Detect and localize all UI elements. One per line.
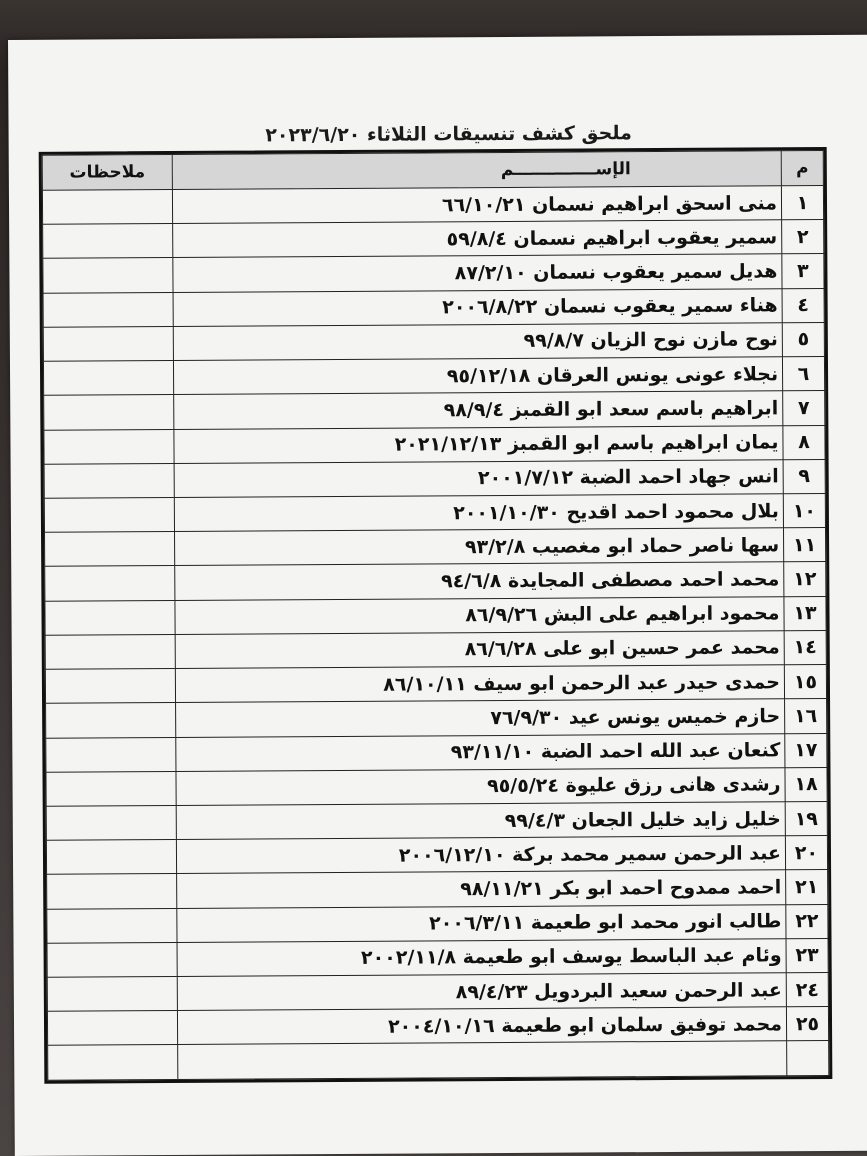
table-row [45, 665, 826, 704]
table-row [44, 425, 825, 464]
row-name: هديل سمير يعقوب نسمان ٨٧/٢/١٠ [173, 254, 782, 292]
table-row [43, 288, 824, 327]
row-notes [45, 532, 175, 567]
row-number: ٧ [783, 391, 825, 425]
table-row [46, 801, 827, 840]
row-notes [43, 361, 173, 396]
table-row [47, 904, 828, 943]
names-table [42, 150, 830, 1081]
row-name: كنعان عبد الله احمد الضبة ٩٣/١١/١٠ [176, 733, 785, 771]
row-notes [46, 805, 176, 840]
row-name: يمان ابراهيم باسم ابو القمبز ٢٠٢١/١٢/١٣ [174, 425, 783, 463]
table-header-row [42, 151, 823, 191]
row-name: بلال محمود احمد اقديح ٢٠٠١/١٠/٣٠ [174, 494, 783, 532]
row-number: ١٣ [784, 596, 826, 630]
table-row [44, 459, 825, 498]
row-number: ٨ [783, 425, 825, 459]
table-row [46, 767, 827, 806]
table-row [44, 391, 825, 430]
row-notes [45, 566, 175, 601]
table-row [47, 1007, 828, 1046]
row-number: ٢٣ [786, 938, 828, 972]
row-number: ١٨ [785, 767, 827, 801]
row-notes [42, 189, 172, 224]
row-notes [43, 258, 173, 293]
row-number: ١٩ [785, 801, 827, 835]
row-number: ٢ [782, 220, 824, 254]
row-number: ٢٢ [786, 904, 828, 938]
row-name: محمود ابراهيم على البش ٨٦/٩/٢٦ [175, 596, 784, 634]
row-notes [47, 977, 177, 1012]
row-notes [47, 874, 177, 909]
row-notes [43, 326, 173, 361]
row-notes [44, 395, 174, 430]
row-number: ٥ [782, 322, 824, 356]
row-name: حمدى حيدر عبد الرحمن ابو سيف ٨٦/١٠/١١ [175, 665, 784, 703]
table-row [46, 836, 827, 875]
list-table-frame [39, 147, 833, 1084]
row-name: سها ناصر حماد ابو مغصيب ٩٣/٢/٨ [175, 528, 784, 566]
row-name: رشدى هانى رزق عليوة ٩٥/٥/٢٤ [176, 767, 785, 805]
row-number: ٢٥ [786, 1007, 828, 1041]
table-row [43, 322, 824, 361]
row-name: منى اسحق ابراهيم نسمان ٦٦/١٠/٢١ [172, 186, 781, 224]
row-notes [46, 840, 176, 875]
row-notes [44, 429, 174, 464]
row-number: ٤ [782, 288, 824, 322]
row-name: محمد توفيق سلمان ابو طعيمة ٢٠٠٤/١٠/١٦ [177, 1007, 786, 1045]
row-name: عبد الرحمن سعيد البردويل ٨٩/٤/٢٣ [177, 973, 786, 1011]
row-name: محمد عمر حسين ابو على ٨٦/٦/٢٨ [175, 631, 784, 669]
row-name: طالب انور محمد ابو طعيمة ٢٠٠٦/٣/١١ [177, 904, 786, 942]
row-notes [47, 1011, 177, 1046]
table-row [45, 630, 826, 669]
row-number: ١٠ [783, 493, 825, 527]
table-row [47, 870, 828, 909]
row-notes [45, 669, 175, 704]
row-number: ٢١ [786, 870, 828, 904]
table-row [43, 254, 824, 293]
row-number: ٩ [783, 459, 825, 493]
table-row [46, 733, 827, 772]
row-number: ١٦ [785, 699, 827, 733]
row-notes [46, 703, 176, 738]
table-row [44, 493, 825, 532]
header-notes: ملاحظات [42, 154, 172, 190]
row-name: محمد احمد مصطفى المجايدة ٩٤/٦/٨ [175, 562, 784, 600]
row-notes [46, 737, 176, 772]
row-notes [44, 463, 174, 498]
table-row [46, 699, 827, 738]
paper-sheet [8, 35, 867, 1156]
row-notes [48, 1045, 178, 1080]
row-number: ٦ [782, 357, 824, 391]
row-notes [47, 908, 177, 943]
row-number: ١ [781, 186, 823, 220]
row-notes [44, 497, 174, 532]
row-number: ٢٠ [785, 836, 827, 870]
header-name: الإســــــــــــــم [172, 151, 781, 190]
row-name: انس جهاد احمد الضبة ٢٠٠١/٧/١٢ [174, 460, 783, 498]
row-name: وئام عبد الباسط يوسف ابو طعيمة ٢٠٠٢/١١/٨ [177, 939, 786, 977]
row-name: سمير يعقوب ابراهيم نسمان ٥٩/٨/٤ [173, 220, 782, 258]
row-number: ٣ [782, 254, 824, 288]
row-notes [43, 224, 173, 259]
row-name: ابراهيم باسم سعد ابو القمبز ٩٨/٩/٤ [174, 391, 783, 429]
header-number: م [781, 151, 823, 186]
row-number [787, 1041, 829, 1076]
row-notes [45, 600, 175, 635]
table-row [42, 186, 823, 225]
table-row [47, 938, 828, 977]
table-row [47, 973, 828, 1012]
table-row [43, 357, 824, 396]
row-name [178, 1041, 787, 1079]
document-title: ملحق كشف تنسيقات الثلاثاء ٢٠٢٣/٦/٢٠ [265, 122, 632, 147]
table-row [43, 220, 824, 259]
row-name: حازم خميس يونس عيد ٧٦/٩/٣٠ [176, 699, 785, 737]
row-name: خليل زايد خليل الجعان ٩٩/٤/٣ [176, 802, 785, 840]
row-number: ١٢ [784, 562, 826, 596]
table-row [45, 528, 826, 567]
row-number: ١٤ [784, 630, 826, 664]
row-number: ١٧ [785, 733, 827, 767]
row-name: احمد ممدوح احمد ابو بكر ٩٨/١١/٢١ [177, 870, 786, 908]
row-notes [45, 634, 175, 669]
table-row-empty [48, 1041, 829, 1080]
row-number: ١١ [783, 528, 825, 562]
row-notes [46, 771, 176, 806]
row-name: نجلاء عونى يونس العرقان ٩٥/١٢/١٨ [173, 357, 782, 395]
row-number: ١٥ [784, 665, 826, 699]
row-notes [43, 292, 173, 327]
row-name: هناء سمير يعقوب نسمان ٢٠٠٦/٨/٢٢ [173, 288, 782, 326]
row-name: عبد الرحمن سمير محمد بركة ٢٠٠٦/١٢/١٠ [176, 836, 785, 874]
row-notes [47, 942, 177, 977]
row-name: نوح مازن نوح الزيان ٩٩/٨/٧ [173, 323, 782, 361]
table-row [45, 562, 826, 601]
table-row [45, 596, 826, 635]
row-number: ٢٤ [786, 973, 828, 1007]
